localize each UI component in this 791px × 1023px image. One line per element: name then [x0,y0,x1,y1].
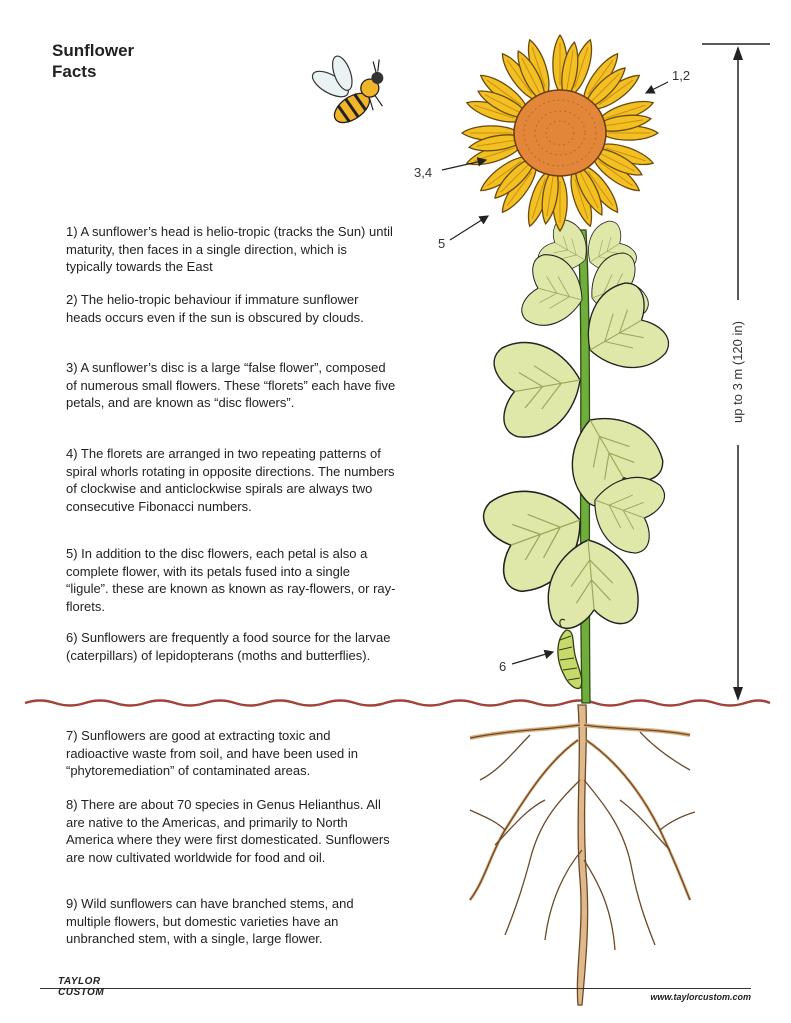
callout-1-2 [646,68,690,93]
fact-6: 6) Sunflowers are frequently a food source for the larvae (caterpillars) of lepidopterans (moths and butterflies). [66,630,391,663]
fact-5: 5) In addition to the disc flowers, each petal is also a complete flower, with its petals fused into a single “ligule”. these are known as known as ray-flowers, or ray-florets. [66,546,396,614]
title-line-1: Sunflower [52,41,135,60]
callout-6 [499,652,553,674]
fact-9: 9) Wild sunflowers can have branched stems, and multiple flowers, but domestic varieties have an unbranched stem, with a single, large flower. [66,896,354,946]
fact-3: 3) A sunflower’s disc is a large “false flower”, composed of numerous small flowers. These “florets” each have five petals, and are known as “disc flowers”. [66,360,396,410]
flower-head [462,35,658,231]
flower-disc [514,90,606,176]
fact-2: 2) The helio-tropic behaviour if immature sunflower heads occurs even if the sun is obscured by clouds. [66,292,364,325]
fact-1: 1) A sunflower’s head is helio-tropic (tracks the Sun) until maturity, then faces in a single direction, which is typically towards the East [66,224,393,274]
roots [470,705,695,1005]
brand-line-2: CUSTOM [58,987,105,998]
callout-3-4 [414,160,486,180]
callout-5 [438,216,488,251]
bee [304,35,402,133]
leaves [478,216,675,630]
website-link[interactable]: www.taylorcustom.com [650,992,751,1002]
height-label: up to 3 m (120 in) [730,321,745,423]
callout-label-3-4: 3,4 [414,165,433,180]
title-line-2: Facts [52,62,97,81]
callout-label-1-2: 1,2 [672,68,691,83]
callout-label-5: 5 [438,236,446,251]
callout-label-6: 6 [499,659,507,674]
brand-logo [58,976,104,998]
fact-4: 4) The florets are arranged in two repeating patterns of spiral whorls rotating in opposite directions. The numbers of clockwise and anticlockwise spirals are always two consecutive Fibonacci numbers. [66,446,395,514]
fact-7: 7) Sunflowers are good at extracting toxic and radioactive waste from soil, and have been used in “phytoremediation” of contaminated areas. [66,728,358,778]
height-dimension [702,44,770,701]
fact-8: 8) There are about 70 species in Genus Helianthus. All are native to the Americas, and primarily to North America where they were first domesticated. Sunflowers are now cultivated worldwide for food and oil. [66,797,390,865]
brand-line-1: TAYLOR [58,976,101,987]
ground-line [25,701,770,706]
caterpillar [558,619,582,688]
footer-divider [40,988,751,989]
